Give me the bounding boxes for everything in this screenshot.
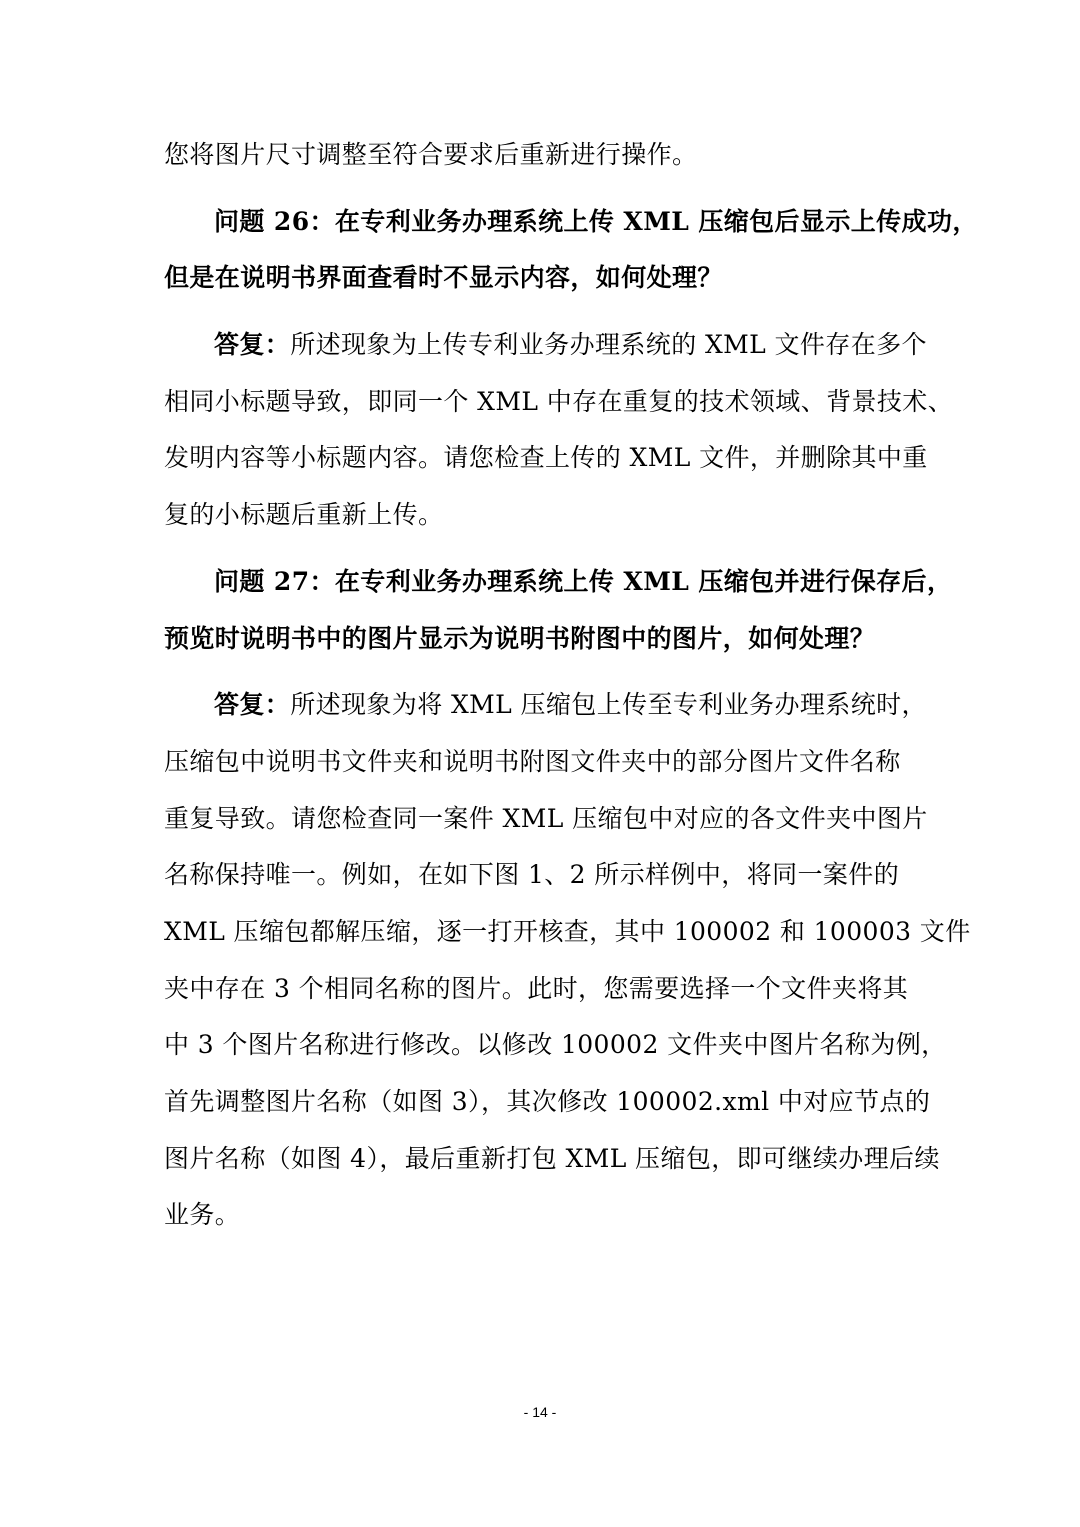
answer-27-line-9: 图片名称（如图 4），最后重新打包 XML 压缩包，即可继续办理后续 <box>164 1143 940 1173</box>
answer-26-line-2: 相同小标题导致，即同一个 XML 中存在重复的技术领域、背景技术、 <box>164 386 954 416</box>
question-26-line-1: 问题 26：在专利业务办理系统上传 XML 压缩包后显示上传成功， <box>214 206 978 236</box>
answer-27 <box>164 677 971 1244</box>
answer-26-text: 所述现象为上传专利业务办理系统的 XML 文件存在多个 <box>290 330 927 360</box>
question-27 <box>164 554 953 667</box>
answer-27-line-10: 业务。 <box>164 1200 241 1230</box>
answer-27-text: 所述现象为将 XML 压缩包上传至专利业务办理系统时， <box>290 690 927 720</box>
answer-27-line-5: XML 压缩包都解压缩，逐一打开核查，其中 100002 和 100003 文件 <box>164 916 971 946</box>
intro-line: 您将图片尺寸调整至符合要求后重新进行操作。 <box>164 140 698 169</box>
answer-27-line-6: 夹中存在 3 个相同名称的图片。此时，您需要选择一个文件夹将其 <box>164 973 909 1003</box>
answer-27-line-2: 压缩包中说明书文件夹和说明书附图文件夹中的部分图片文件名称 <box>164 746 901 776</box>
question-27-line-1: 问题 27：在专利业务办理系统上传 XML 压缩包并进行保存后， <box>214 566 953 596</box>
page-number: - 14 - <box>523 1404 557 1420</box>
answer-27-line-4: 名称保持唯一。例如，在如下图 1、2 所示样例中，将同一案件的 <box>164 860 900 890</box>
answer-26-line-3: 发明内容等小标题内容。请您检查上传的 XML 文件，并删除其中重 <box>164 443 928 473</box>
question-26 <box>164 194 978 307</box>
answer-27-line-8: 首先调整图片名称（如图 3），其次修改 100002.xml 中对应节点的 <box>164 1087 931 1116</box>
answer-26-line-4: 复的小标题后重新上传。 <box>164 500 444 530</box>
answer-27-line-7: 中 3 个图片名称进行修改。以修改 100002 文件夹中图片名称为例， <box>164 1030 947 1060</box>
answer-26 <box>164 317 954 544</box>
question-27-line-2: 预览时说明书中的图片显示为说明书附图中的图片，如何处理？ <box>164 623 876 653</box>
answer-27-line-1 <box>164 677 927 734</box>
question-26-line-2: 但是在说明书界面查看时不显示内容，如何处理？ <box>164 263 723 293</box>
page-content <box>164 127 978 1244</box>
answer-26-line-1 <box>164 317 927 374</box>
answer-27-line-3: 重复导致。请您检查同一案件 XML 压缩包中对应的各文件夹中图片 <box>164 803 928 833</box>
answer-27-label: 答复： <box>214 690 291 720</box>
answer-26-label: 答复： <box>214 330 291 360</box>
